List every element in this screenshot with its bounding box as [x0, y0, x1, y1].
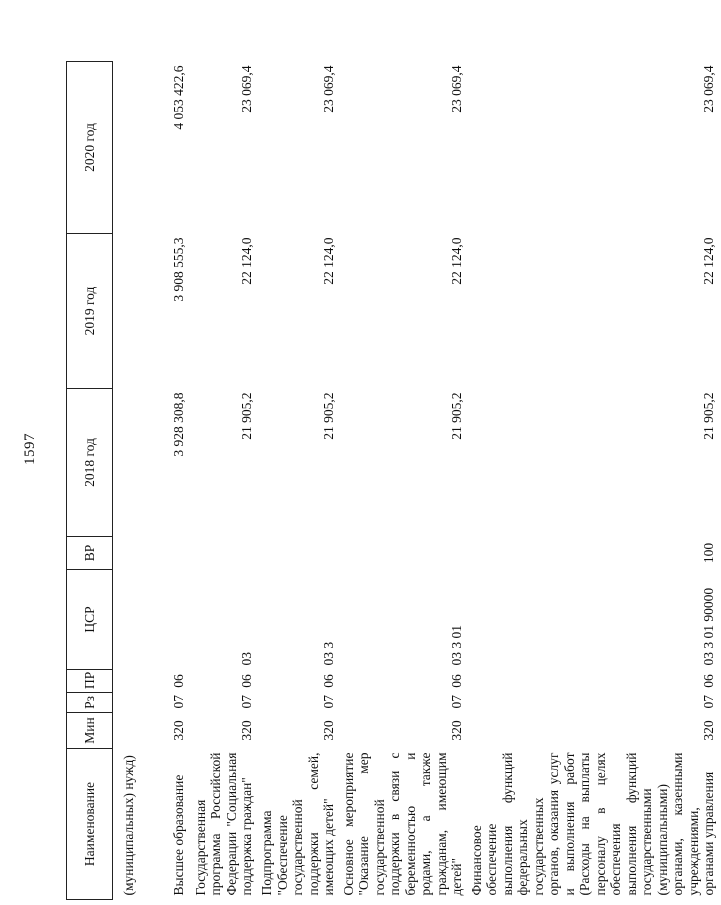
row-min: 320 — [321, 720, 337, 741]
table-row — [339, 62, 467, 900]
row-2020: 23 069,4 — [321, 65, 337, 113]
row-rz: 07 — [449, 695, 465, 709]
col-header-csr: ЦСР — [67, 570, 113, 670]
budget-table — [66, 61, 721, 900]
row-2020: 23 069,4 — [449, 65, 465, 113]
row-vr: 100 — [701, 542, 717, 564]
row-vr — [339, 537, 467, 570]
row-pr: 06 — [171, 674, 187, 688]
row-2020: 4 053 422,6 — [171, 65, 187, 130]
row-name: Финансовое обеспечение выполнения функций федеральных государственных органов, оказания услуг и выполнения работ (Расходы на выплаты персоналу в целях обеспечения выполнения функций государственными (муниципальными) органами, казенными учреждениями, органами управления — [468, 752, 717, 896]
row-2019: 22 124,0 — [321, 237, 337, 285]
row-min: 320 — [701, 720, 717, 741]
row-2018: 21 905,2 — [239, 392, 255, 440]
col-header-vr: ВР — [67, 537, 113, 570]
table-header — [67, 62, 113, 900]
row-rz: 07 — [239, 695, 255, 709]
row-csr — [139, 570, 189, 670]
row-vr — [257, 537, 339, 570]
row-name: Высшее образование — [171, 774, 187, 896]
row-2018: 3 928 308,8 — [171, 392, 187, 457]
row-pr: 06 — [239, 674, 255, 688]
row-2019: 22 124,0 — [449, 237, 465, 285]
table-row — [189, 62, 257, 900]
row-2019: 3 908 555,3 — [171, 237, 187, 302]
page-number: 1597 — [22, 433, 38, 465]
row-vr — [139, 537, 189, 570]
col-header-pr: ПР — [67, 670, 113, 693]
row-csr: 03 3 01 90000 — [701, 587, 717, 666]
row-rz: 07 — [321, 695, 337, 709]
row-min: 320 — [239, 720, 255, 741]
row-2018: 21 905,2 — [701, 392, 717, 440]
col-header-name: Наименование — [67, 749, 113, 900]
row-2020: 23 069,4 — [239, 65, 255, 113]
row-2020: 23 069,4 — [701, 65, 717, 113]
row-name: Основное мероприятие "Оказание мер государственной поддержки в связи с беременностью и родами, а также гражданам, имеющим детей" — [340, 752, 465, 896]
col-header-min: Мин — [67, 713, 113, 749]
table-row — [257, 62, 339, 900]
row-csr: 03 3 01 — [449, 625, 465, 666]
row-pr: 06 — [701, 674, 717, 688]
row-pr: 06 — [321, 674, 337, 688]
row-csr: 03 — [239, 652, 255, 666]
table-row — [139, 62, 189, 900]
table-row — [467, 62, 721, 900]
row-name: Государственная программа Российской Федерации "Социальная поддержка граждан" — [192, 752, 255, 896]
row-csr: 03 3 — [321, 641, 337, 666]
row-pr: 06 — [449, 674, 465, 688]
row-2018: 21 905,2 — [321, 392, 337, 440]
row-2019: 22 124,0 — [239, 237, 255, 285]
col-header-2018: 2018 год — [67, 389, 113, 537]
col-header-rz: Рз — [67, 693, 113, 713]
row-vr — [189, 537, 257, 570]
col-header-2020: 2020 год — [67, 62, 113, 234]
row-name: Подпрограмма "Обеспечение государственной поддержки семей, имеющих детей" — [259, 752, 337, 896]
table-body — [113, 62, 721, 900]
row-rz: 07 — [701, 695, 717, 709]
row-min: 320 — [171, 720, 187, 741]
table-row-continuation — [113, 62, 140, 900]
row-rz: 07 — [171, 695, 187, 709]
col-header-2019: 2019 год — [67, 234, 113, 389]
continuation-text: (муниципальных) нужд) — [121, 755, 137, 896]
row-2018: 21 905,2 — [449, 392, 465, 440]
row-2019: 22 124,0 — [701, 237, 717, 285]
row-min: 320 — [449, 720, 465, 741]
